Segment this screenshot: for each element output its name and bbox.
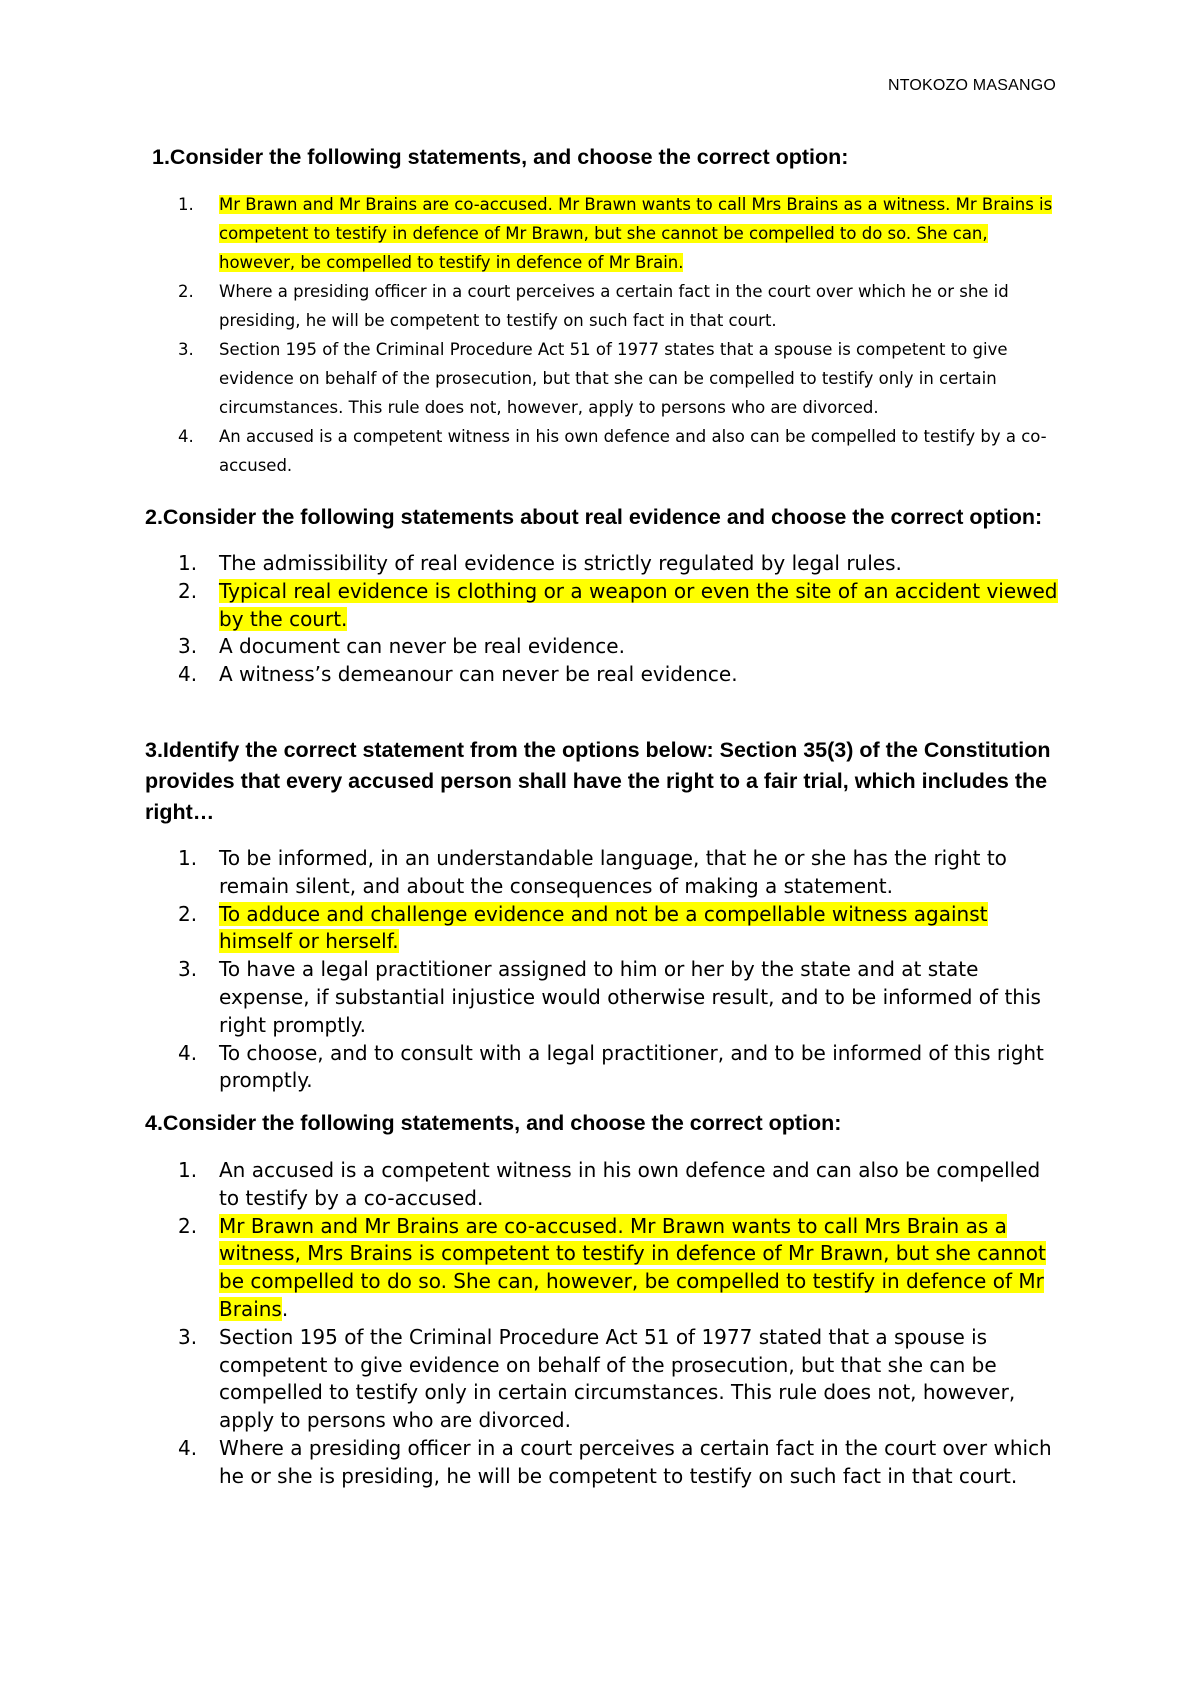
option-number: 2. [178,1213,198,1238]
option-text-highlighted: Typical real evidence is clothing or a weapon or even the site of an accident viewed by the court. [219,578,1058,631]
option-text: Where a presiding officer in a court perceives a certain fact in the court over which he or she id presiding, he will be competent to testify on such fact in that court. [219,282,1009,330]
option-item [145,845,1065,901]
option-number: 2. [178,282,194,301]
option-list [145,550,1065,689]
option-text-trailing: . [281,1296,289,1321]
question-2 [145,502,1065,689]
option-number: 2. [178,901,198,926]
option-item [145,335,1065,422]
option-text: To have a legal practitioner assigned to him or her by the state and at state expense, if substantial injustice would otherwise result, and to be informed of this right promptly. [219,957,1041,1037]
option-item [145,422,1065,480]
option-text: To choose, and to consult with a legal practitioner, and to be informed of this right promptly. [219,1040,1044,1093]
option-text: An accused is a competent witness in his own defence and also can be compelled to testify by a co-accused. [219,427,1047,475]
option-item [145,190,1065,277]
option-number: 3. [178,957,198,982]
option-text-highlighted: To adduce and challenge evidence and not be a compellable witness against himself or herself. [219,901,988,954]
option-item [145,578,1065,634]
question-3 [145,735,1065,1095]
option-item [145,901,1065,957]
question-title: 3.Identify the correct statement from the options below: Section 35(3) of the Constitution provides that every accused person shall have the right to a fair trial, which includes the right… [145,738,1051,824]
option-number: 1. [178,846,198,870]
option-number: 4. [178,427,194,446]
question-title: 1.Consider the following statements, and choose the correct option: [152,145,849,169]
option-text: Section 195 of the Criminal Procedure Act 51 of 1977 stated that a spouse is competent to give evidence on behalf of the prosecution, but that she can be compelled to testify only in certain circumstances. This rule does not, however, apply to persons who are divorced. [219,1324,1016,1433]
option-item [145,1324,1065,1435]
option-item [145,277,1065,335]
question-title: 2.Consider the following statements about real evidence and choose the correct option: [145,505,1043,529]
option-text: A witness’s demeanour can never be real evidence. [219,662,738,687]
question-1 [145,142,1065,480]
option-item [145,1040,1065,1096]
option-number: 2. [178,578,198,603]
option-text-highlighted: Mr Brawn and Mr Brains are co-accused. Mr Brawn wants to call Mrs Brain as a witness, Mrs Brains is competent to testify in defence of Mr Brawn, but she cannot be compelled to do so. She can, however, be compelled to testify in defence of Mr Brains [219,1213,1046,1321]
option-item [145,633,1065,661]
option-item [145,956,1065,1039]
option-number: 4. [178,662,198,687]
option-item [145,661,1065,689]
option-text: The admissibility of real evidence is strictly regulated by legal rules. [219,551,902,575]
option-list [145,190,1065,480]
option-item [145,550,1065,578]
option-item [145,1435,1065,1491]
author-name: NTOKOZO MASANGO [887,77,1056,94]
option-text: Where a presiding officer in a court perceives a certain fact in the court over which he or she is presiding, he will be competent to testify on such fact in that court. [219,1435,1052,1488]
option-number: 3. [178,634,198,659]
question-4 [145,1108,1065,1491]
option-text-highlighted: Mr Brawn and Mr Brains are co-accused. Mr Brawn wants to call Mrs Brains as a witness. Mr Brains is competent to testify in defence of Mr Brawn, but she cannot be compelled to do so. She can, however, be compelled to testify in defence of Mr Brain. [219,195,1053,272]
option-number: 3. [178,1324,198,1349]
option-number: 4. [178,1435,198,1460]
option-number: 1. [178,195,194,214]
question-title: 4.Consider the following statements, and choose the correct option: [145,1111,842,1135]
option-text: An accused is a competent witness in his own defence and can also be compelled to testify by a co-accused. [219,1158,1041,1210]
option-item [145,1213,1065,1324]
option-list [145,845,1065,1095]
option-text: To be informed, in an understandable language, that he or she has the right to remain silent, and about the consequences of making a statement. [219,846,1007,898]
option-number: 3. [178,340,194,359]
option-item [145,1157,1065,1213]
option-number: 4. [178,1040,198,1065]
option-text: A document can never be real evidence. [219,634,625,659]
option-text: Section 195 of the Criminal Procedure Act 51 of 1977 states that a spouse is competent to give evidence on behalf of the prosecution, but that she can be compelled to testify only in certain circumstances. This rule does not, however, apply to persons who are divorced. [219,340,1008,417]
option-number: 1. [178,1158,198,1182]
option-list [145,1157,1065,1491]
option-number: 1. [178,551,198,575]
